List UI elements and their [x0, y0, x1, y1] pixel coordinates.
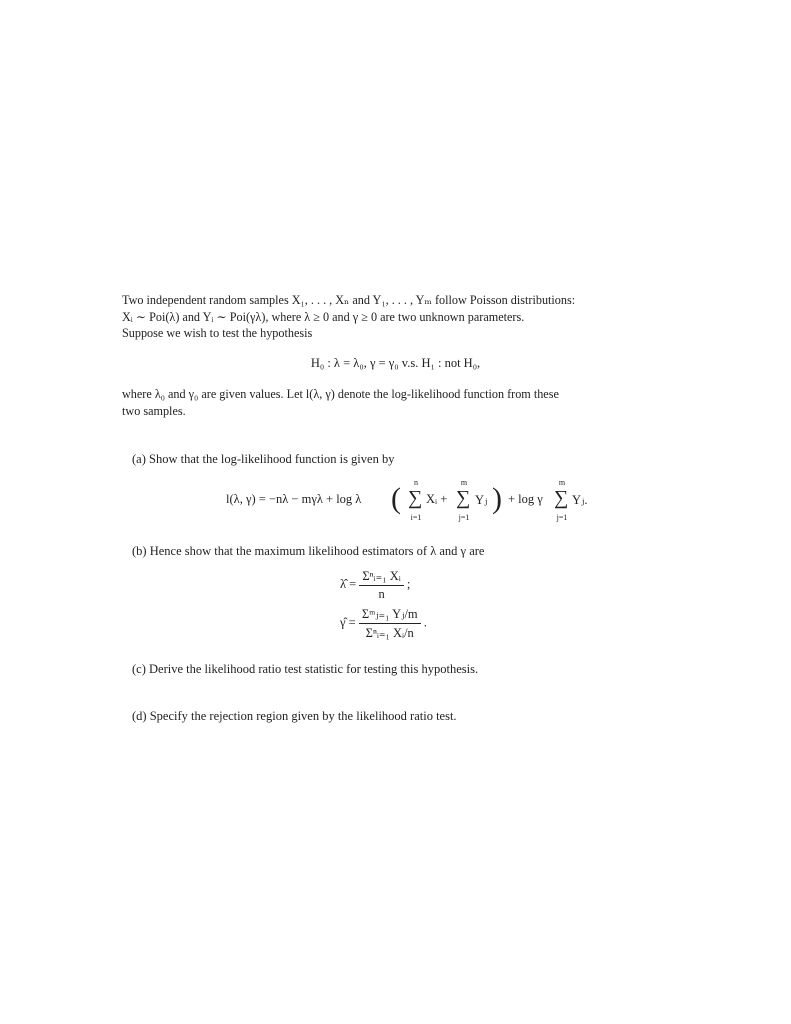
- gamma-end: .: [423, 615, 427, 630]
- after-hypothesis-paragraph: [122, 386, 662, 419]
- sum-1-sigma: ∑: [408, 487, 423, 509]
- after-hypothesis-line-1: where λ₀ and γ₀ are given values. Let l(λ, γ) denote the log-likelihood function from these: [122, 387, 559, 401]
- lambda-end: ;: [406, 576, 411, 591]
- lambda-hat-label: λ̂ =: [340, 576, 357, 591]
- intro-paragraph: [122, 292, 662, 342]
- hypothesis-statement: H₀ : λ = λ₀, γ = γ₀ v.s. H₁ : not H₀,: [310, 356, 481, 370]
- part-b-prompt: (b) Hence show that the maximum likelihood estimators of λ and γ are: [132, 544, 485, 558]
- part-a-prompt: (a) Show that the log-likelihood function is given by: [132, 452, 395, 466]
- right-paren: ): [492, 482, 502, 515]
- gamma-hat-label: γ̂ =: [340, 615, 356, 630]
- sum-3-upper: m: [558, 478, 566, 487]
- equation-a-term-3: Yⱼ.: [572, 493, 588, 507]
- sum-2-lower: j=1: [458, 513, 470, 522]
- lambda-denominator: n: [378, 587, 385, 601]
- gamma-numerator: Σᵐⱼ₌₁ Yⱼ/m: [359, 606, 421, 624]
- sum-3-lower: j=1: [556, 513, 568, 522]
- sum-1-upper: n: [414, 478, 418, 487]
- part-c-prompt: (c) Derive the likelihood ratio test statistic for testing this hypothesis.: [132, 662, 479, 676]
- gamma-denominator: Σⁿᵢ₌₁ Xᵢ/n: [365, 626, 414, 640]
- gamma-mle: [340, 606, 427, 641]
- sum-3-sigma: ∑: [554, 487, 569, 509]
- intro-line-2: Xᵢ ∼ Poi(λ) and Yᵢ ∼ Poi(γλ), where λ ≥ 0 and γ ≥ 0 are two unknown parameters.: [122, 309, 525, 324]
- lambda-numerator: Σⁿᵢ₌₁ Xᵢ: [359, 568, 403, 586]
- intro-line-3: Suppose we wish to test the hypothesis: [122, 326, 313, 340]
- left-paren: (: [391, 482, 401, 515]
- sum-2-sigma: ∑: [456, 487, 471, 509]
- part-d-prompt: (d) Specify the rejection region given by the likelihood ratio test.: [132, 709, 457, 723]
- equation-a-lhs: l(λ, γ) = −nλ − mγλ + log λ: [226, 492, 362, 506]
- sum-1-lower: i=1: [410, 513, 422, 522]
- equation-a-middle: + log γ: [508, 492, 543, 506]
- gamma-fraction: [359, 606, 421, 641]
- lambda-mle: [340, 568, 410, 602]
- equation-a-term-2: Yⱼ: [475, 493, 488, 507]
- lambda-fraction: [359, 568, 403, 602]
- intro-line-1: Two independent random samples X₁, . . . , Xₙ and Y₁, . . . , Yₘ follow Poisson distributions:: [122, 293, 576, 307]
- sum-2-upper: m: [460, 478, 468, 487]
- after-hypothesis-line-2: two samples.: [122, 403, 186, 418]
- equation-a-term-1: Xᵢ +: [426, 492, 448, 506]
